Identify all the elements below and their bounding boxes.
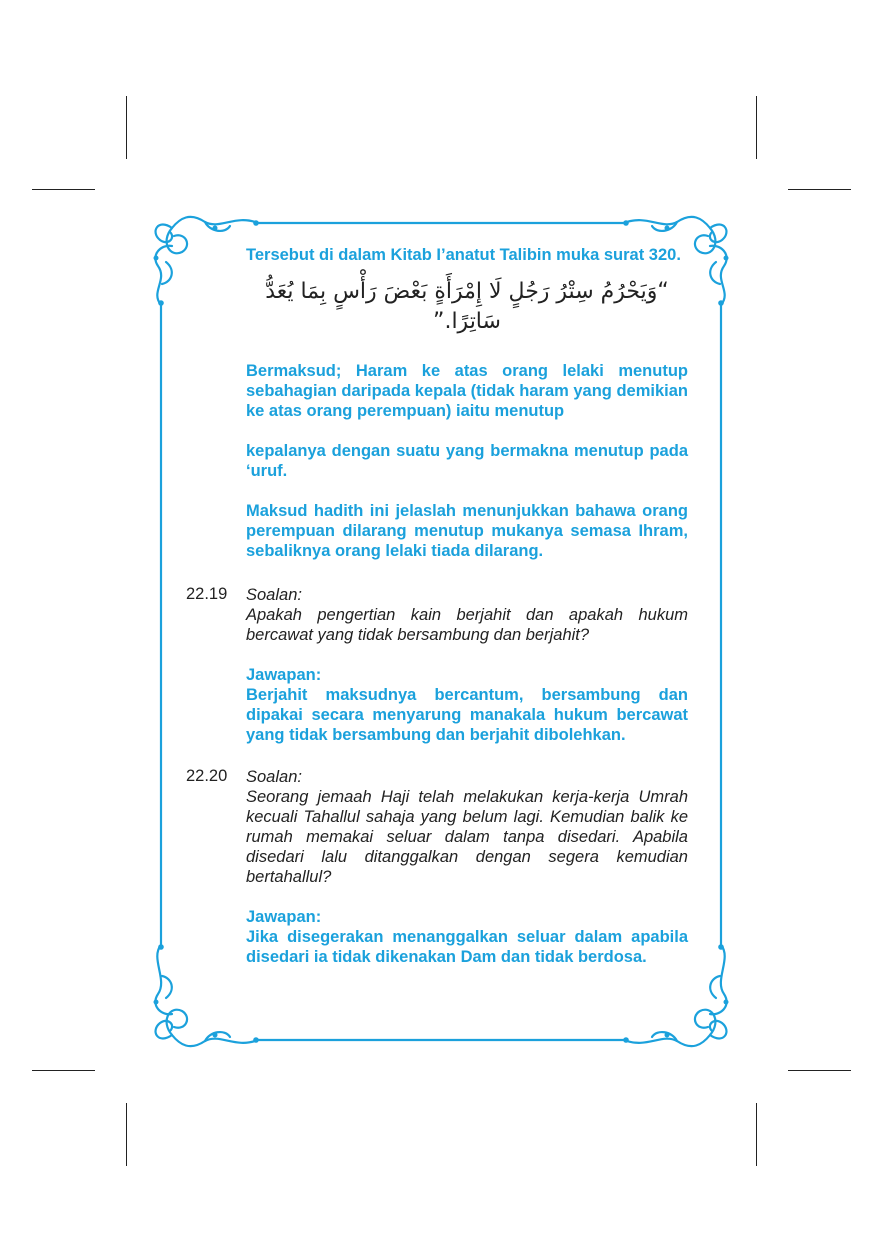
question-number: 22.20 xyxy=(186,767,228,785)
jawapan-label: Jawapan: xyxy=(246,908,322,926)
question-block-22-19 xyxy=(186,585,688,745)
page-content xyxy=(186,245,688,967)
paragraph-reference: Tersebut di dalam Kitab I’anatut Talibin muka surat 320. xyxy=(246,246,681,264)
paragraph-meaning-cont: kepalanya dengan suatu yang bermakna menutup pada ‘uruf. xyxy=(246,442,688,480)
question-number: 22.19 xyxy=(186,585,228,603)
arabic-quote: “وَيَحْرُمُ سِتْرُ رَجُلٍ لَا إِمْرَأَةٍ بَعْضَ رَأْسٍ بِمَا يُعَدُّ سَاتِرًا.” xyxy=(265,279,669,334)
jawapan-label: Jawapan: xyxy=(246,666,322,684)
soalan-text: Seorang jemaah Haji telah melakukan kerja-kerja Umrah kecuali Tahallul sahaja yang belum lagi. Kemudian balik ke rumah memakai seluar dalam tanpa disedari. Apabila disedari lalu ditanggalkan dengan segera kemudian bertahallul? xyxy=(246,788,688,886)
paragraph-conclusion: Maksud hadith ini jelaslah menunjukkan bahawa orang perempuan dilarang menutup mukanya semasa Ihram, sebaliknya orang lelaki tiada dilarang. xyxy=(246,502,688,560)
question-block-22-20 xyxy=(186,767,688,967)
soalan-text: Apakah pengertian kain berjahit dan apakah hukum bercawat yang tidak bersambung dan berjahit? xyxy=(246,606,688,644)
jawapan-text: Jika disegerakan menanggalkan seluar dalam apabila disedari ia tidak dikenakan Dam dan tidak berdosa. xyxy=(246,928,688,966)
jawapan-text: Berjahit maksudnya bercantum, bersambung dan dipakai secara menyarung manakala hukum bercawat yang tidak bersambung dan berjahit dibolehkan. xyxy=(246,686,688,744)
soalan-label: Soalan: xyxy=(246,768,302,786)
paragraph-meaning: Bermaksud; Haram ke atas orang lelaki menutup sebahagian daripada kepala (tidak haram yang demikian ke atas orang perempuan) iaitu menutup xyxy=(246,362,688,420)
soalan-label: Soalan: xyxy=(246,586,302,604)
